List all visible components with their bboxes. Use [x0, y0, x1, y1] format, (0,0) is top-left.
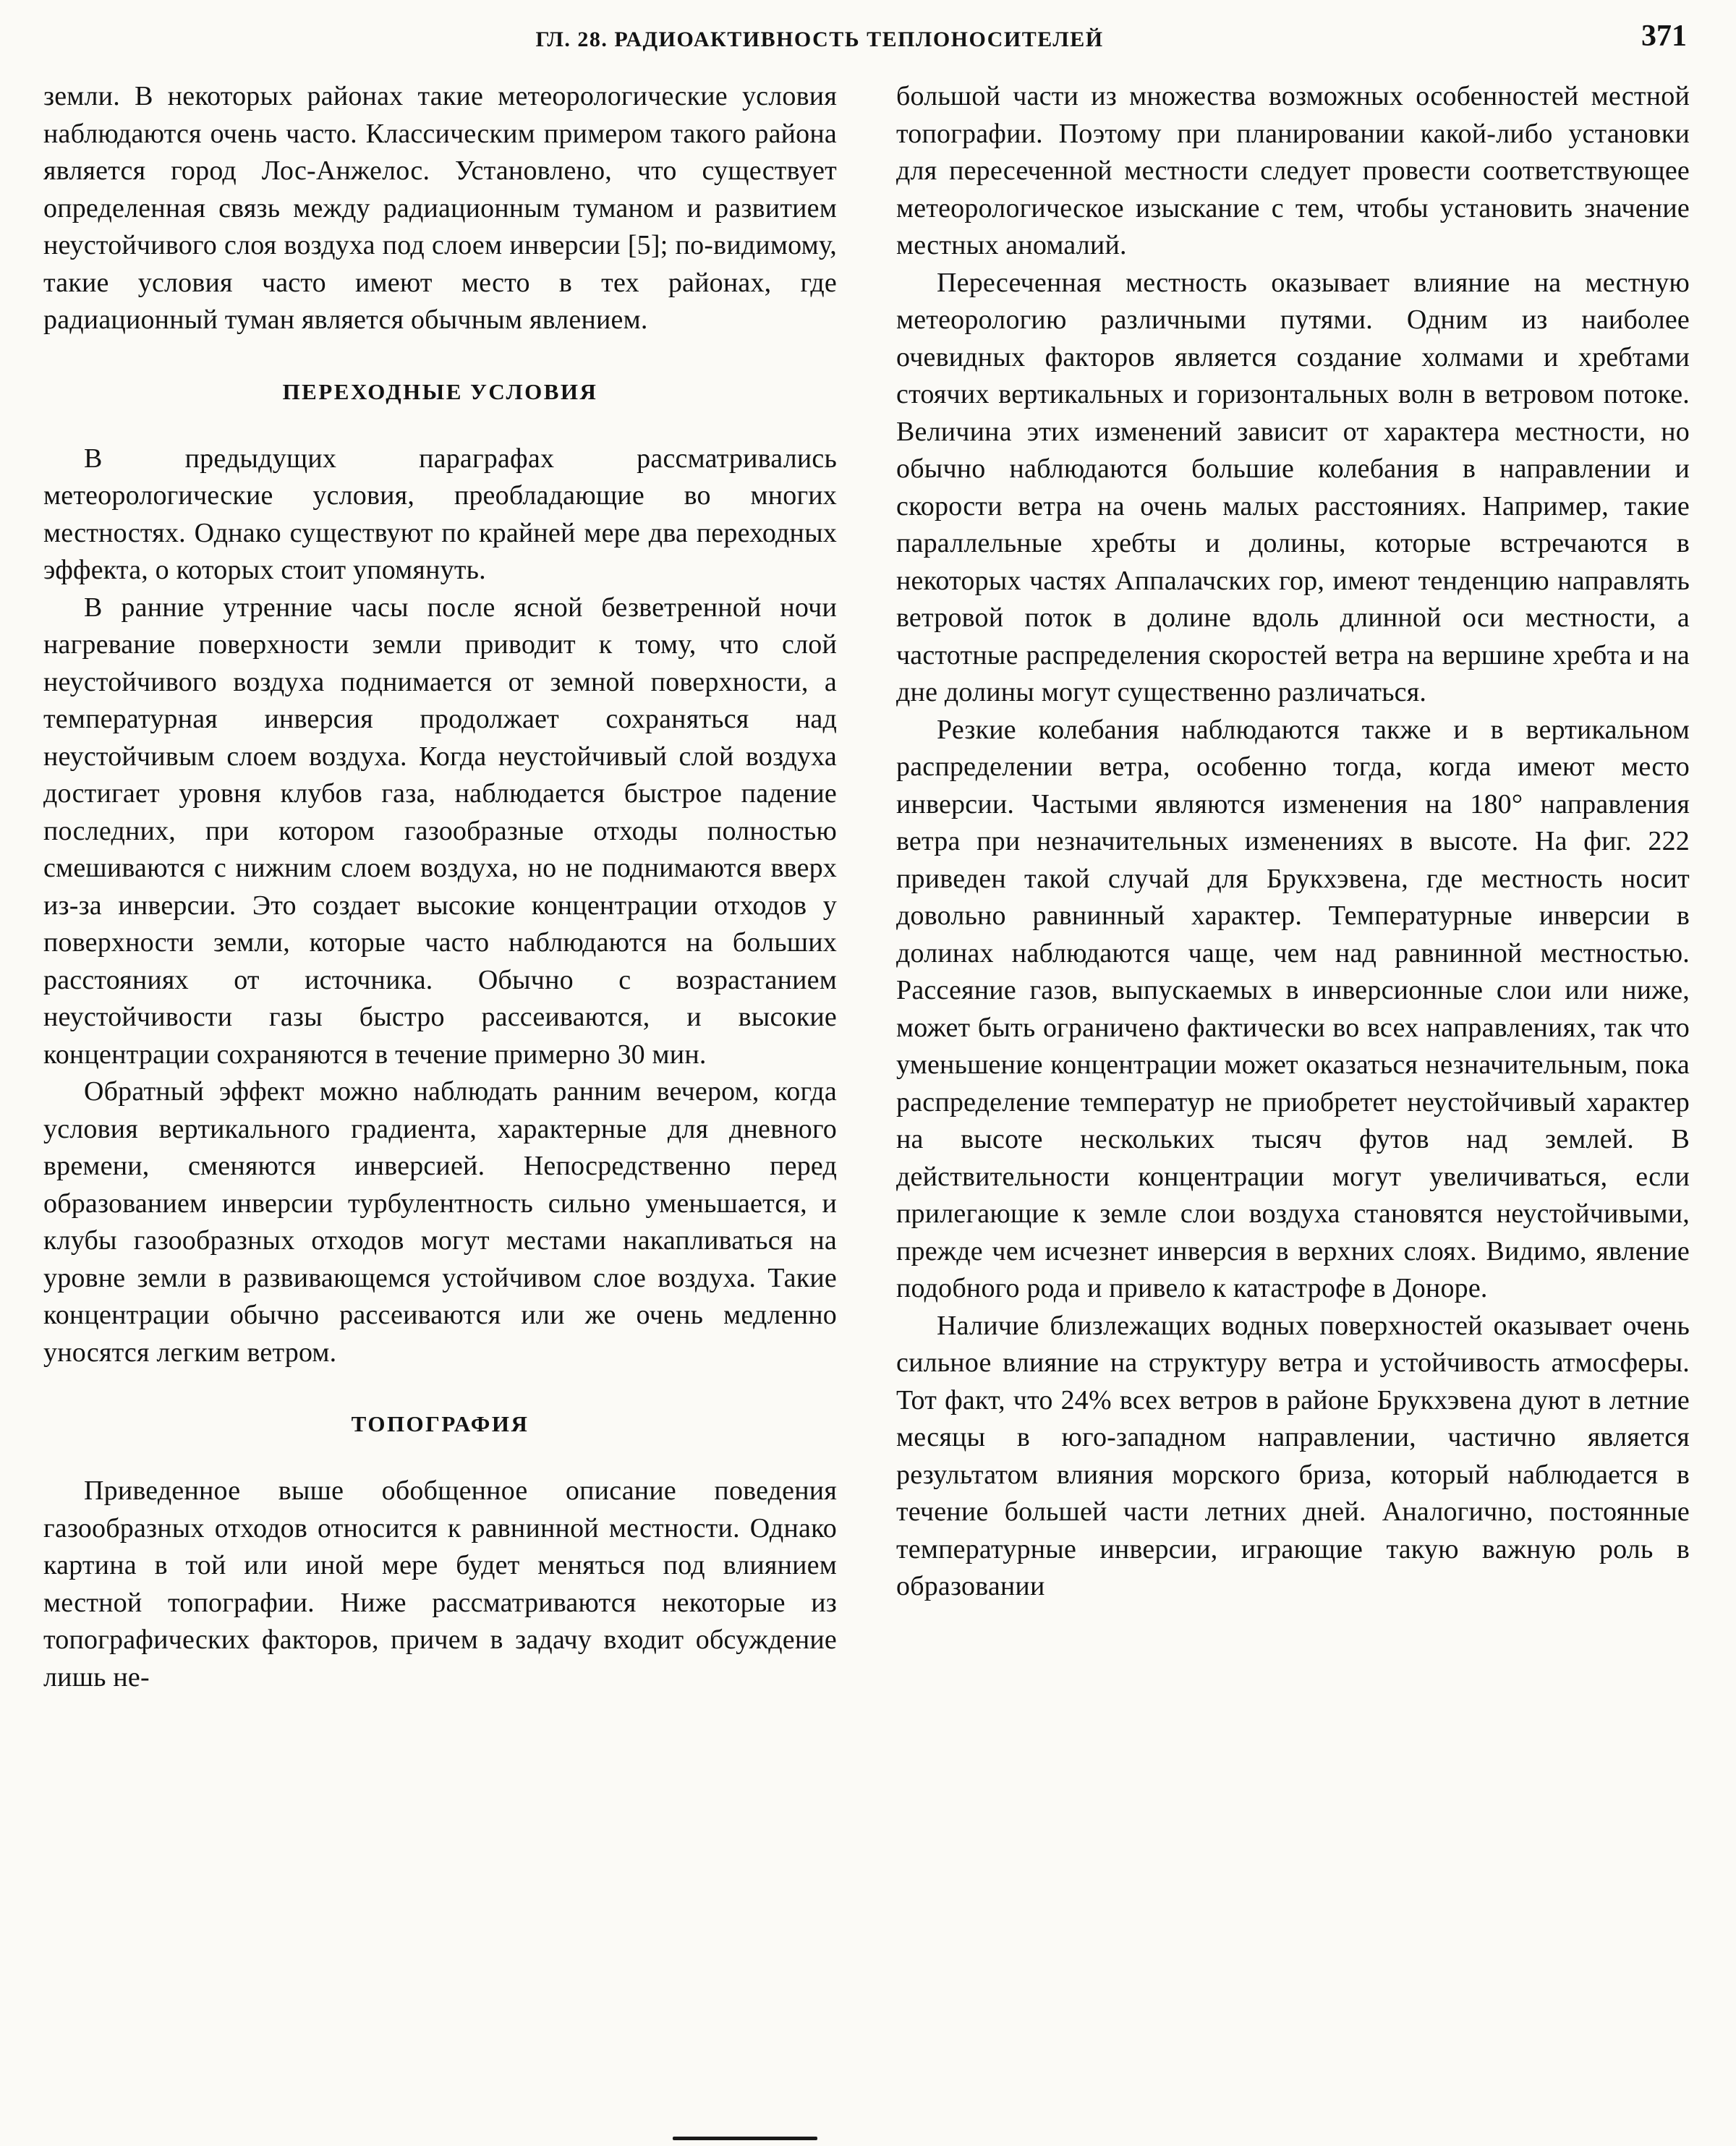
- section-heading: ТОПОГРАФИЯ: [351, 1411, 529, 1436]
- text-columns: [43, 78, 1690, 1696]
- paragraph: земли. В некоторых районах такие метеорологические условия наблюдаются очень часто. Классическим примером такого района является город Лос-Анжелос. Установлено, что существует определенная связь между радиационным туманом и развитием неустойчивого слоя воздуха под слоем инверсии [5]; по-видимому, такие условия часто имеют место в тех районах, где радиационный туман является обычным явлением.: [43, 81, 837, 335]
- page-number: 371: [1641, 20, 1687, 53]
- paragraph: В предыдущих параграфах рассматривались метеорологические условия, преобладающие во многих местностях. Однако существуют по крайней мере два переходных эффекта, о которых стоит упомянуть.: [43, 443, 837, 585]
- paragraph: Обратный эффект можно наблюдать ранним вечером, когда условия вертикального градиента, характерные для дневного времени, сменяются инверсией. Непосредственно перед образованием инверсии турбулентность сильно уменьшается, и клубы газообразных отходов могут местами накапливаться на уровне земли в развивающемся устойчивом слое воздуха. Такие концентрации обычно рассеиваются или же очень медленно уносятся легким ветром.: [43, 1076, 837, 1368]
- scan-artifact: [673, 2137, 817, 2140]
- paragraph: Приведенное выше обобщенное описание поведения газообразных отходов относится к равнинной местности. Однако картина в той или иной мере будет меняться под влиянием местной топографии. Ниже рассматриваются некоторые из топографических факторов, причем в задачу входит обсуждение лишь не-: [43, 1476, 837, 1692]
- paragraph: В ранние утренние часы после ясной безветренной ночи нагревание поверхности земли приводит к тому, что слой неустойчивого воздуха поднимается от земной поверхности, а температурная инверсия продолжает сохраняться над неустойчивым слоем воздуха. Когда неустойчивый слой воздуха достигает уровня клубов газа, наблюдается быстрое падение последних, при котором газообразные отходы полностью смешиваются с нижним слоем воздуха, но не поднимаются вверх из-за инверсии. Это создает высокие концентрации отходов у поверхности земли, которые часто наблюдаются на больших расстояниях от источника. Обычно с возрастанием неустойчивости газы быстро рассеиваются, и высокие концентрации сохраняются в течение примерно 30 мин.: [43, 592, 837, 1070]
- section-heading: ПЕРЕХОДНЫЕ УСЛОВИЯ: [282, 378, 598, 404]
- left-column: [43, 78, 837, 1696]
- paragraph: Наличие близлежащих водных поверхностей оказывает очень сильное влияние на структуру ветра и устойчивость атмосферы. Тот факт, что 24% всех ветров в районе Брукхэвена дуют в летние месяцы в юго-западном направлении, частично является результатом влияния морского бриза, который наблюдается в течение большей части летних дней. Аналогично, постоянные температурные инверсии, играющие такую важную роль в образовании: [896, 1310, 1690, 1601]
- paragraph: Пересеченная местность оказывает влияние на местную метеорологию различными путями. Одним из наиболее очевидных факторов является создание холмами и хребтами стоячих вертикальных и горизонтальных волн в ветровом потоке. Величина этих изменений зависит от характера местности, но обычно наблюдаются большие колебания в направлении и скорости ветра на очень малых расстояниях. Например, такие параллельные хребты и долины, которые встречаются в некоторых частях Аппалачских гор, имеют тенденцию направлять ветровой поток в долине вдоль длинной оси местности, а частотные распределения скоростей ветра на вершине хребта и на дне долины могут существенно различаться.: [896, 267, 1690, 707]
- running-head: [43, 19, 1690, 62]
- paragraph: Резкие колебания наблюдаются также и в вертикальном распределении ветра, особенно тогда, когда имеют место инверсии. Частыми являются изменения на 180° направления ветра при незначительных изменениях в высоте. На фиг. 222 приведен такой случай для Брукхэвена, где местность носит довольно равнинный характер. Температурные инверсии в долинах наблюдаются чаще, чем над равнинной местностью. Рассеяние газов, выпускаемых в инверсионные слои или ниже, может быть ограничено фактически во всех направлениях, так что уменьшение концентрации может оказаться незначительным, пока распределение температур не приобретет неустойчивый характер на высоте нескольких тысяч футов над землей. В действительности концентрации могут увеличиваться, если прилегающие к земле слои воздуха становятся неустойчивыми, прежде чем исчезнет инверсия в верхних слоях. Видимо, явление подобного рода и привело к катастрофе в Доноре.: [896, 714, 1690, 1303]
- right-column: [896, 78, 1690, 1696]
- chapter-title: ГЛ. 28. РАДИОАКТИВНОСТЬ ТЕПЛОНОСИТЕЛЕЙ: [535, 27, 1104, 51]
- paragraph: большой части из множества возможных особенностей местной топографии. Поэтому при планировании какой-либо установки для пересеченной местности следует провести соответствующее метеорологическое изыскание с тем, чтобы установить значение местных аномалий.: [896, 81, 1690, 260]
